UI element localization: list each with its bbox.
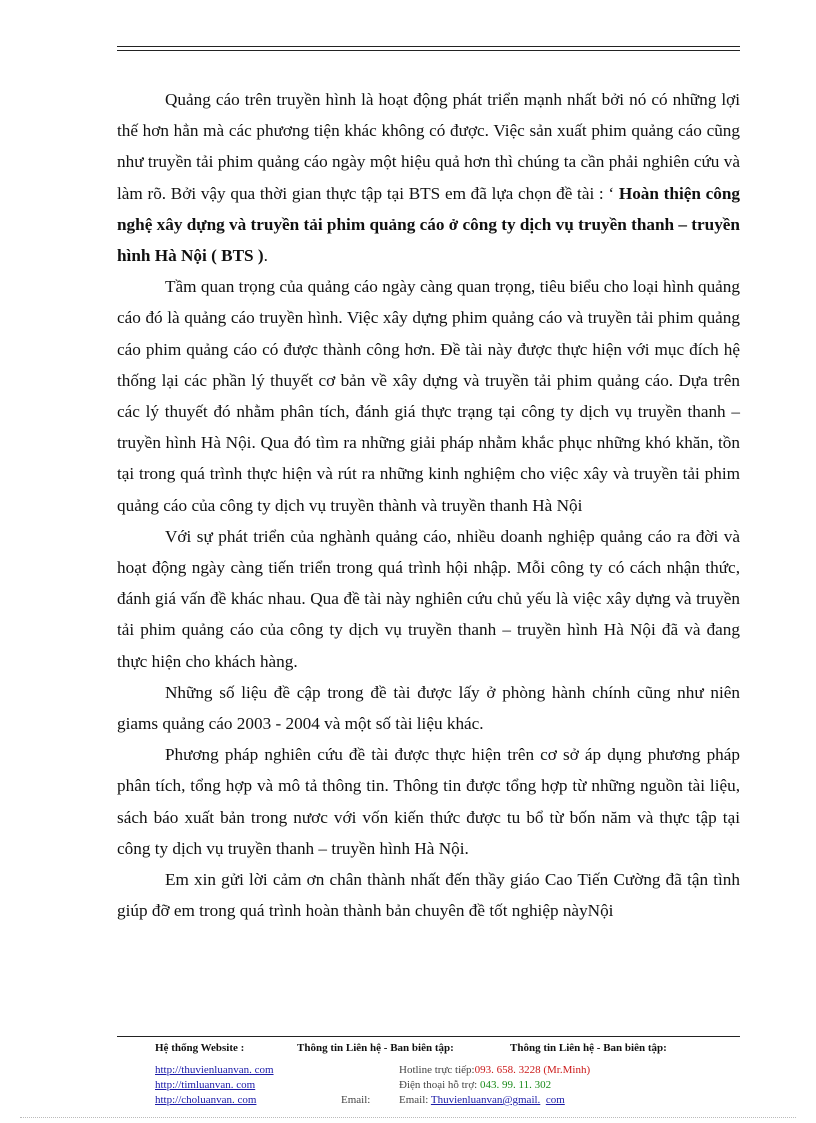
footer-phone bbox=[399, 1077, 551, 1093]
footer-hotline bbox=[399, 1062, 590, 1078]
footer-hotline-label: Hotline trực tiếp: bbox=[399, 1064, 475, 1076]
page-bottom-dotted-line bbox=[20, 1117, 796, 1118]
footer-heading-contact-1: Thông tin Liên hệ - Ban biên tập: bbox=[297, 1042, 454, 1054]
footer-heading-contact-2: Thông tin Liên hệ - Ban biên tập: bbox=[510, 1042, 667, 1054]
paragraph-intro bbox=[117, 84, 740, 271]
document-body bbox=[117, 84, 740, 926]
paragraph-data-sources: Những số liệu đề cập trong đề tài được lấy ở phòng hành chính cũng như niên giams quảng cáo 2003 - 2004 và một số tài liệu khác. bbox=[117, 682, 740, 734]
footer-heading-websites: Hệ thống Website : bbox=[155, 1042, 245, 1054]
footer-email-label-left: Email: bbox=[341, 1094, 371, 1106]
footer-phone-value: 043. 99. 11. 302 bbox=[479, 1079, 552, 1091]
footer-email-value[interactable]: Thuvienluanvan@gmail. bbox=[430, 1094, 541, 1106]
thesis-title: Hoàn thiện công nghệ xây dựng và truyền tải phim quảng cáo ở công ty dịch vụ truyền thanh – truyền hình Hà Nội ( BTS ) bbox=[117, 183, 740, 266]
paragraph-intro-end: . bbox=[263, 246, 268, 266]
footer-email-label: Email: bbox=[399, 1094, 429, 1106]
header-rule-bottom bbox=[117, 50, 740, 51]
footer-link-choluanvan[interactable]: http://choluanvan. com bbox=[155, 1094, 257, 1106]
footer-link-timluanvan[interactable]: http://timluanvan. com bbox=[155, 1079, 256, 1091]
footer-email-suffix[interactable]: com bbox=[545, 1094, 565, 1106]
footer-hotline-value: 093. 658. 3228 (Mr.Minh) bbox=[474, 1064, 591, 1076]
footer-link-thuvienluanvan[interactable]: http://thuvienluanvan. com bbox=[155, 1064, 274, 1076]
paragraph-importance: Tầm quan trọng của quảng cáo ngày càng quan trọng, tiêu biểu cho loại hình quảng cáo đó là quảng cáo truyền hình. Việc xây dựng phim quảng cáo và truyền tải phim quảng cáo phim quảng cáo có được thành công hơn. Đề tài này được thực hiện với mục đích hệ thống lại các phần lý thuyết cơ bản về xây dựng và truyền tải phim quảng cáo. Dựa trên các lý thuyết đó nhằm phân tích, đánh giá thực trạng tại công ty dịch vụ truyền thanh – truyền hình Hà Nội. Qua đó tìm ra những giải pháp nhằm khắc phục những khó khăn, tồn tại trong quá trình thực hiện và rút ra những kinh nghiệm cho việc xây và truyền tải phim quảng cáo của công ty dịch vụ truyền thành và truyền thanh Hà Nội bbox=[117, 277, 740, 515]
footer-phone-label: Điện thoại hỗ trợ: bbox=[399, 1079, 478, 1091]
footer-rule bbox=[117, 1036, 740, 1037]
paragraph-intro-text: Quảng cáo trên truyền hình là hoạt động phát triển mạnh nhất bởi nó có những lợi thế hơn hẳn mà các phương tiện khác không có được. Việc sản xuất phim quảng cáo cũng như truyền tải phim quảng cáo ngày một hiệu quả hơn thì chúng ta cần phải nghiên cứu và làm rõ. Bởi vậy qua thời gian thực tập tại BTS em đã lựa chọn đề tài : ‘ bbox=[117, 90, 740, 203]
header-rule-top bbox=[117, 46, 740, 47]
paragraph-development: Với sự phát triển của nghành quảng cáo, nhiều doanh nghiệp quảng cáo ra đời và hoạt động ngày càng tiến triển trong quá trình hội nhập. Mỗi công ty có cách nhận thức, đánh giá vấn đề khác nhau. Qua đề tài này nghiên cứu chủ yếu là việc xây dựng và truyền tải phim quảng cáo của công ty dịch vụ truyền thanh – truyền hình Hà Nội đã và đang thực hiện cho khách hàng. bbox=[117, 526, 740, 671]
footer-email bbox=[399, 1092, 565, 1108]
paragraph-acknowledgement: Em xin gửi lời cảm ơn chân thành nhất đến thầy giáo Cao Tiến Cường đã tận tình giúp đỡ em trong quá trình hoàn thành bản chuyên đề tốt nghiệp nàyNội bbox=[117, 870, 740, 921]
paragraph-methodology: Phương pháp nghiên cứu đề tài được thực hiện trên cơ sở áp dụng phương pháp phân tích, tổng hợp và mô tả thông tin. Thông tin được tổng hợp từ những nguồn tài liệu, sách báo xuất bản trong nươc với vốn kiến thức được tu bổ từ bốn năm và thực tập tại công ty dịch vụ truyền thanh – truyền hình Hà Nội. bbox=[117, 745, 740, 858]
